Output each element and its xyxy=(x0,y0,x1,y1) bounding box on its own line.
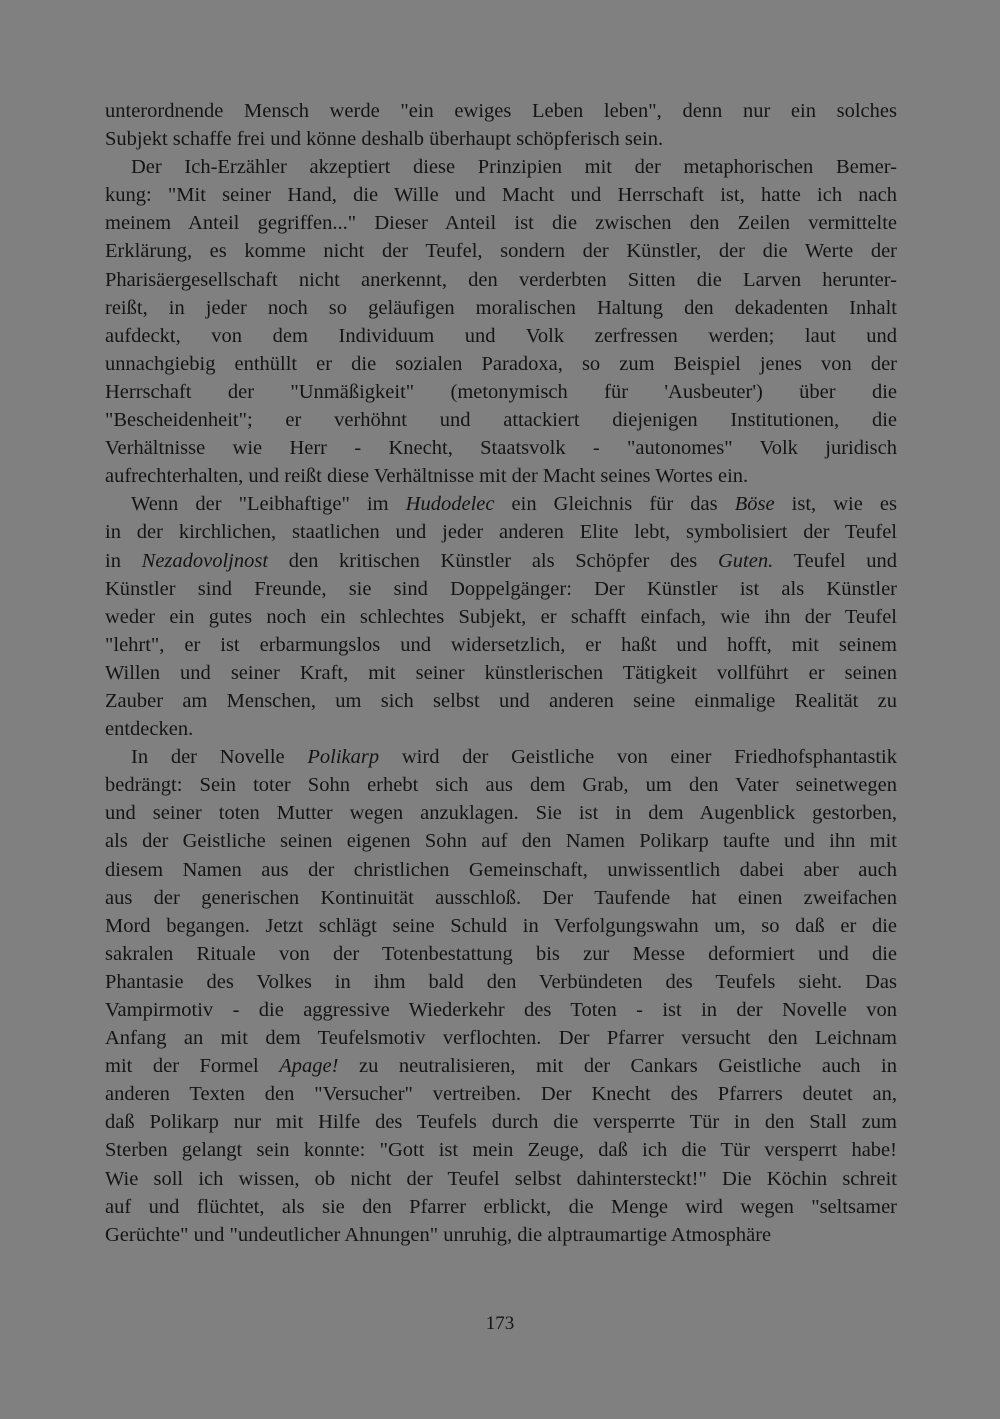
text-segment: zu neutralisieren, mit der Cankars Geistliche auch in xyxy=(338,1055,898,1078)
text-segment: entdecken. xyxy=(105,718,194,741)
text-line xyxy=(105,827,897,855)
paragraph-4 xyxy=(105,743,897,1249)
text-segment: kung: "Mit seiner Hand, die Wille und Macht und Herrschaft ist, hatte ich nach xyxy=(105,184,897,207)
text-segment: aufrechterhalten, und reißt diese Verhältnisse mit der Macht seines Wortes ein. xyxy=(105,465,749,488)
text-line xyxy=(105,97,897,125)
text-line xyxy=(105,575,897,603)
text-line xyxy=(105,153,897,181)
text-segment: mit der Formel xyxy=(105,1055,280,1078)
text-line xyxy=(105,462,897,490)
paragraph-3 xyxy=(105,490,897,743)
text-segment: Gerüchte" und "undeutlicher Ahnungen" unruhig, die alptraumartige Atmosphäre xyxy=(105,1223,772,1246)
text-line xyxy=(105,350,897,378)
text-line xyxy=(105,1108,897,1136)
text-line xyxy=(105,237,897,265)
text-line xyxy=(105,209,897,237)
text-segment: in der kirchlichen, staatlichen und jeder anderen Elite lebt, symbolisiert der Teufel xyxy=(105,521,897,544)
text-segment: ist, wie es xyxy=(774,493,898,516)
text-line xyxy=(105,406,897,434)
text-line xyxy=(105,743,897,771)
italic-title: Nezadovoljnost xyxy=(141,549,269,572)
text-line xyxy=(105,856,897,884)
text-line xyxy=(105,968,897,996)
text-line xyxy=(105,603,897,631)
text-line xyxy=(105,1165,897,1193)
text-segment: und seiner toten Mutter wegen anzuklagen. Sie ist in dem Augenblick gestorben, xyxy=(105,802,897,825)
text-segment: Mord begangen. Jetzt schlägt seine Schuld in Verfolgungswahn um, so daß er die xyxy=(105,914,897,937)
text-segment: Pharisäergesellschaft nicht anerkennt, den verderbten Sitten die Larven herunter- xyxy=(105,268,897,291)
text-line xyxy=(105,771,897,799)
text-segment: Willen und seiner Kraft, mit seiner künstlerischen Tätigkeit vollführt er seinen xyxy=(105,661,897,684)
text-line xyxy=(105,884,897,912)
text-segment: Zauber am Menschen, um sich selbst und anderen seine einmalige Realität zu xyxy=(105,689,897,712)
text-segment: bedrängt: Sein toter Sohn erhebt sich aus dem Grab, um den Vater seinetwegen xyxy=(105,774,897,797)
italic-title: Apage! xyxy=(279,1055,339,1078)
text-line xyxy=(105,547,897,575)
text-segment: als der Geistliche seinen eigenen Sohn auf den Namen Polikarp taufte und ihn mit xyxy=(105,830,897,853)
text-segment: Herrschaft der "Unmäßigkeit" (metonymisch für 'Ausbeuter') über die xyxy=(105,380,897,403)
text-segment: reißt, in jeder noch so geläufigen moralischen Haltung den dekadenten Inhalt xyxy=(105,296,897,319)
text-segment: meinem Anteil gegriffen..." Dieser Anteil ist die zwischen den Zeilen vermittelte xyxy=(105,212,897,235)
text-segment: Sterben gelangt sein konnte: "Gott ist mein Zeuge, daß ich die Tür versperrt habe! xyxy=(105,1139,897,1162)
text-line xyxy=(105,181,897,209)
text-segment: den kritischen Künstler als Schöpfer des xyxy=(268,549,718,572)
text-segment: daß Polikarp nur mit Hilfe des Teufels durch die versperrte Tür in den Stall zum xyxy=(105,1111,897,1134)
italic-title: Polikarp xyxy=(307,746,380,769)
text-segment: "Bescheidenheit"; er verhöhnt und attackiert diejenigen Institutionen, die xyxy=(105,409,897,432)
text-segment: aus der generischen Kontinuität ausschloß. Der Taufende hat einen zweifachen xyxy=(105,886,897,909)
text-segment: aufdeckt, von dem Individuum und Volk zerfressen werden; laut und xyxy=(105,324,897,347)
paragraph-1 xyxy=(105,97,897,153)
text-segment: Phantasie des Volkes in ihm bald den Verbündeten des Teufels sieht. Das xyxy=(105,970,897,993)
text-segment: Teufel und xyxy=(773,549,898,572)
text-segment: Erklärung, es komme nicht der Teufel, sondern der Künstler, der die Werte der xyxy=(105,240,897,263)
text-segment: wird der Geistliche von einer Friedhofsphantastik xyxy=(379,746,897,769)
text-segment: Verhältnisse wie Herr - Knecht, Staatsvolk - "autonomes" Volk juridisch xyxy=(105,437,897,460)
page-number: 173 xyxy=(485,1313,515,1334)
text-line xyxy=(105,715,897,743)
text-segment: Anfang an mit dem Teufelsmotiv verflochten. Der Pfarrer versucht den Leichnam xyxy=(105,1027,897,1050)
text-segment: "lehrt", er ist erbarmungslos und widersetzlich, er haßt und hofft, mit seinem xyxy=(105,633,897,656)
text-segment: Wenn der "Leibhaftige" im xyxy=(131,493,406,516)
text-line xyxy=(105,322,897,350)
text-line xyxy=(105,266,897,294)
text-line xyxy=(105,378,897,406)
text-line xyxy=(105,294,897,322)
italic-title: Böse xyxy=(734,493,775,516)
text-line xyxy=(105,1221,897,1249)
text-line xyxy=(105,434,897,462)
text-segment: Wie soll ich wissen, ob nicht der Teufel selbst dahintersteckt!" Die Köchin schreit xyxy=(105,1167,897,1190)
text-line xyxy=(105,1080,897,1108)
text-segment: anderen Texten den "Versucher" vertreiben. Der Knecht des Pfarrers deutet an, xyxy=(105,1083,897,1106)
text-line xyxy=(105,1136,897,1164)
text-line xyxy=(105,518,897,546)
text-segment: unnachgiebig enthüllt er die sozialen Paradoxa, so zum Beispiel jenes von der xyxy=(105,352,897,375)
text-line xyxy=(105,996,897,1024)
text-segment: sakralen Rituale von der Totenbestattung bis zur Messe deformiert und die xyxy=(105,942,897,965)
text-line xyxy=(105,631,897,659)
text-segment: Der Ich-Erzähler akzeptiert diese Prinzipien mit der metaphorischen Bemer- xyxy=(131,156,897,179)
text-line xyxy=(105,799,897,827)
text-line xyxy=(105,659,897,687)
text-line xyxy=(105,1024,897,1052)
text-segment: Künstler sind Freunde, sie sind Doppelgänger: Der Künstler ist als Künstler xyxy=(105,577,897,600)
text-segment: Vampirmotiv - die aggressive Wiederkehr des Toten - ist in der Novelle von xyxy=(105,999,897,1021)
italic-title: Hudodelec xyxy=(405,493,495,516)
text-line xyxy=(105,125,897,153)
text-line xyxy=(105,912,897,940)
text-segment: In der Novelle xyxy=(131,746,308,769)
paragraph-2 xyxy=(105,153,897,490)
text-line xyxy=(105,490,897,518)
text-segment: ein Gleichnis für das xyxy=(494,493,735,516)
text-line xyxy=(105,687,897,715)
italic-title: Guten. xyxy=(717,549,774,572)
text-segment: diesem Namen aus der christlichen Gemeinschaft, unwissentlich dabei aber auch xyxy=(105,858,897,881)
text-line xyxy=(105,940,897,968)
text-segment: unterordnende Mensch werde "ein ewiges Leben leben", denn nur ein solches xyxy=(105,100,897,122)
text-line xyxy=(105,1052,897,1080)
book-page-text xyxy=(105,97,897,1249)
text-segment: weder ein gutes noch ein schlechtes Subjekt, er schafft einfach, wie ihn der Teufel xyxy=(105,605,897,628)
text-segment: auf und flüchtet, als sie den Pfarrer erblickt, die Menge wird wegen "seltsamer xyxy=(105,1195,897,1218)
text-line xyxy=(105,1193,897,1221)
text-segment: in xyxy=(105,549,142,572)
text-segment: Subjekt schaffe frei und könne deshalb überhaupt schöpferisch sein. xyxy=(105,128,664,151)
